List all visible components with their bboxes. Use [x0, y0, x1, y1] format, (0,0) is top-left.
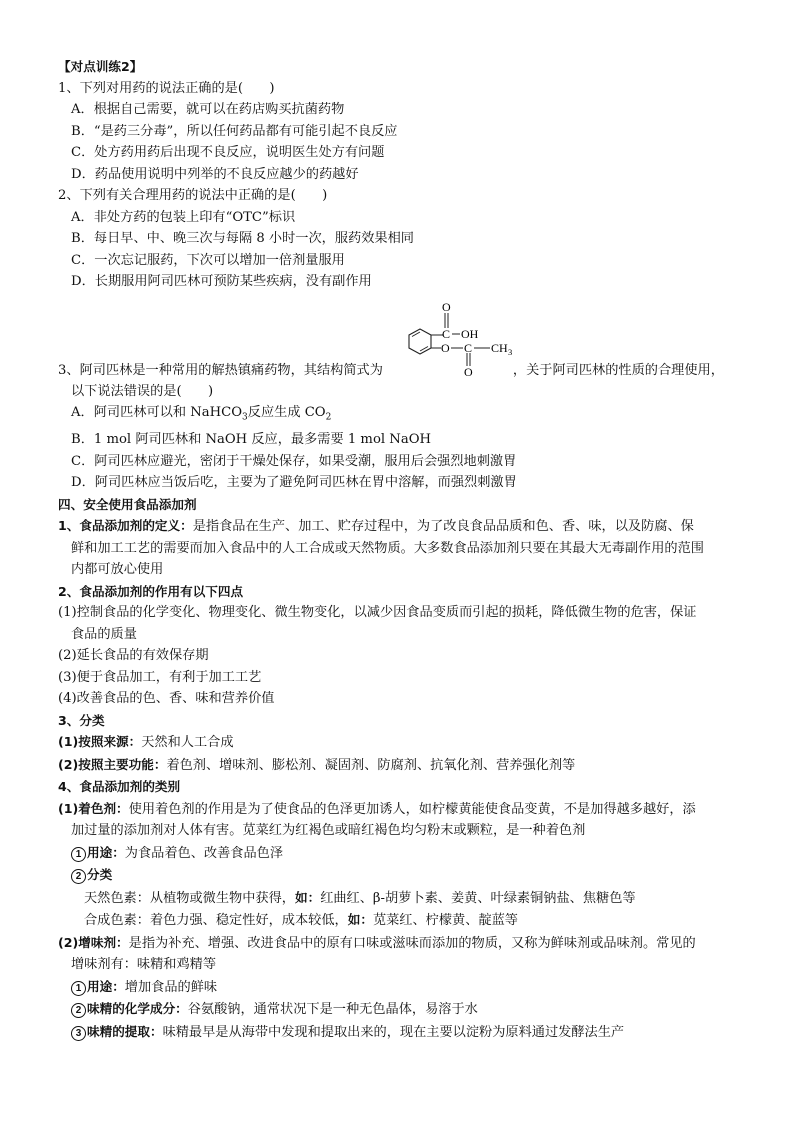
q3-option-a: A．阿司匹林可以和 NaHCO$_3$反应生成 $CO_2$: [71, 405, 332, 423]
q2-option-d: D．长期服用阿司匹林可预防某些疾病，没有副作用: [71, 274, 372, 289]
q3-option-d: D．阿司匹林应当饭后吃，主要为了避免阿司匹林在胃中溶解，而强烈刺激胃: [71, 475, 517, 491]
part4-title: 四、安全使用食品添加剂: [58, 496, 197, 512]
colorant-line-b: 加过量的添加剂对人体有害。苋菜红为红褐色或暗红褐色均匀粉末或颗粒，是一种着色剂: [71, 823, 586, 839]
circled-number-icon: 2: [71, 869, 86, 884]
s4-title: 4、食品添加剂的类别: [58, 779, 181, 795]
s1-title: 1、食品添加剂的定义：: [58, 518, 193, 534]
section-header: 【对点训练2】: [58, 59, 143, 74]
s2-item-3: (3)便于食品加工，有利于加工工艺: [58, 669, 262, 685]
q1-option-d: D．药品使用说明中列举的不良反应越少的药越好: [71, 166, 359, 182]
s3-by-source: (1)按照来源：天然和人工合成: [58, 734, 234, 751]
s1-line-b: 鲜和加工工艺的需要而加入食品中的人工合成或天然物质。大多数食品添加剂只要在其最大无毒副作用的范围: [71, 540, 704, 556]
s3-title: 3、分类: [58, 712, 105, 728]
structure-ch: CH: [491, 340, 508, 355]
flavor-use: 1 用途：增加食品的鲜味: [58, 976, 738, 999]
q1-stem: 1、下列对用药的说法正确的是( ): [58, 80, 275, 96]
structure-ch3-sub: 3: [508, 346, 513, 357]
structure-c2: C: [464, 340, 473, 355]
q3-option-c: C．阿司匹林应避光，密闭于干燥处保存，如果受潮，服用后会强烈地刺激胃: [71, 453, 517, 469]
colorant-use: 1 用途：为食品着色、改善食品色泽: [58, 842, 738, 865]
q3-stem-line2: 以下说法错误的是( ): [71, 383, 214, 399]
q1-option-a: A．根据自己需要，就可以在药店购买抗菌药物: [71, 102, 345, 117]
question-3: [58, 293, 738, 494]
structure-oh: OH: [461, 326, 479, 341]
structure-c1: C: [442, 326, 451, 341]
q3-stem-after: ，关于阿司匹林的性质的合理使用，: [512, 362, 724, 378]
q2-option-c: C．一次忘记服药，下次可以增加一倍剂量服用: [71, 252, 345, 268]
colorant-line-a: (1)着色剂：使用着色剂的作用是为了使食品的色泽更加诱人，如柠檬黄能使食品变黄，不是加得越多越好，添: [58, 800, 696, 817]
flavor-line-a: (2)增味剂：是指为补充、增强、改进食品中的原有口味或滋味而添加的物质，又称为鲜味剂或品味剂。常见的: [58, 934, 696, 951]
flavor-msg-composition: 2 味精的化学成分：谷氨酸钠，通常状况下是一种无色晶体，易溶于水: [58, 998, 738, 1021]
s2-item-2: (2)延长食品的有效保存期: [58, 648, 209, 664]
s2-title: 2、食品添加剂的作用有以下四点: [58, 583, 244, 599]
structure-o-ester: O: [441, 340, 450, 355]
question-1: [58, 78, 738, 186]
q3-stem-before: 3、阿司匹林是一种常用的解热镇痛药物，其结构简式为: [58, 362, 383, 378]
circled-number-icon: 2: [71, 1003, 86, 1018]
q2-option-a: A．非处方药的包装上印有“OTC”标识: [71, 209, 296, 225]
circled-number-icon: 1: [71, 981, 86, 996]
synthetic-pigments: 合成色素：着色力强、稳定性好，成本较低，如：苋菜红、柠檬黄、靛蓝等: [84, 912, 518, 929]
colorant-classification: 2 分类: [58, 864, 738, 887]
q1-option-b: B．“是药三分毒”，所以任何药品都有可能引起不良反应: [71, 123, 398, 139]
flavor-msg-extraction: 3 味精的提取：味精最早是从海带中发现和提取出来的，现在主要以淀粉为原料通过发酵法生产: [58, 1021, 738, 1044]
s2-item-4: (4)改善食品的色、香、味和营养价值: [58, 691, 275, 707]
natural-pigments: 天然色素：从植物或微生物中获得，如：红曲红、β-胡萝卜素、姜黄、叶绿素铜钠盐、焦糖色等: [84, 889, 636, 906]
flavor-line-b: 增味剂有：味精和鸡精等: [71, 957, 217, 973]
structure-o-top: O: [442, 299, 451, 314]
q2-stem: 2、下列有关合理用药的说法中正确的是( ): [58, 188, 328, 203]
q2-option-b: B．每日早、中、晚三次与每隔 8 小时一次，服药效果相同: [71, 231, 414, 246]
structure-o-bottom: O: [464, 364, 473, 379]
s2-item-1: (1)控制食品的化学变化、物理变化、微生物变化，以减少因食品变质而引起的损耗，降低微生物的危害，保证: [58, 605, 697, 621]
q1-option-c: C．处方药用药后出现不良反应，说明医生处方有问题: [71, 145, 385, 160]
s2-item-1-cont: 食品的质量: [71, 626, 137, 642]
q3-stem: [58, 360, 724, 382]
document-page: [58, 56, 738, 1043]
circled-number-icon: 1: [71, 847, 86, 862]
question-2: [58, 185, 738, 293]
s1-line-a: 1、食品添加剂的定义：是指食品在生产、加工、贮存过程中，为了改良食品品质和色、香、味，以及防腐、保: [58, 518, 694, 535]
q3-option-b: B．1 mol 阿司匹林和 NaOH 反应，最多需要 1 mol NaOH: [71, 432, 432, 448]
part-4: [58, 494, 738, 1044]
s3-by-function: (2)按照主要功能：着色剂、增味剂、膨松剂、凝固剂、防腐剂、抗氧化剂、营养强化剂等: [58, 756, 576, 773]
s1-line-c: 内都可放心使用: [71, 562, 164, 578]
circled-number-icon: 3: [71, 1026, 86, 1041]
aspirin-structure-area: [58, 293, 738, 381]
